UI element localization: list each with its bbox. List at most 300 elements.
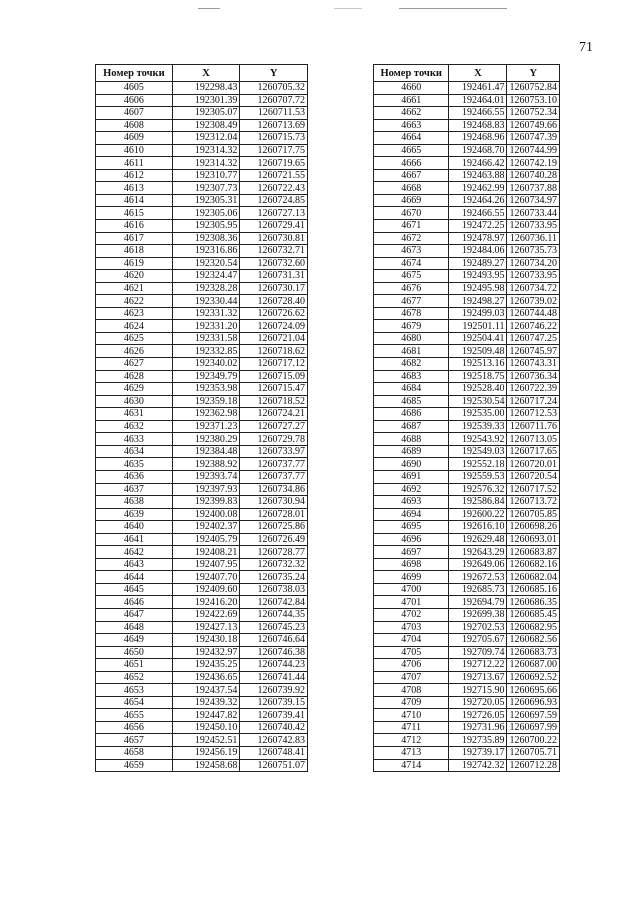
table-row xyxy=(96,734,308,747)
x-coordinate-cell: 192407.95 xyxy=(172,558,240,571)
table-row xyxy=(374,533,560,546)
table-row xyxy=(96,358,308,371)
table-row xyxy=(96,608,308,621)
y-coordinate-cell: 1260749.66 xyxy=(507,119,560,132)
x-coordinate-cell: 192307.73 xyxy=(172,182,240,195)
x-coordinate-cell: 192305.31 xyxy=(172,194,240,207)
point-number-cell: 4645 xyxy=(96,583,173,596)
y-coordinate-cell: 1260742.84 xyxy=(240,596,308,609)
point-number-cell: 4639 xyxy=(96,508,173,521)
y-coordinate-cell: 1260753.10 xyxy=(507,94,560,107)
point-number-cell: 4713 xyxy=(374,746,449,759)
point-number-cell: 4636 xyxy=(96,470,173,483)
y-coordinate-cell: 1260687.00 xyxy=(507,659,560,672)
y-coordinate-cell: 1260686.35 xyxy=(507,596,560,609)
point-number-cell: 4657 xyxy=(96,734,173,747)
table-row xyxy=(374,119,560,132)
table-row xyxy=(374,207,560,220)
table-row xyxy=(374,483,560,496)
x-coordinate-cell: 192308.36 xyxy=(172,232,240,245)
table-row xyxy=(96,320,308,333)
x-coordinate-cell: 192715.90 xyxy=(449,684,507,697)
y-coordinate-cell: 1260696.93 xyxy=(507,696,560,709)
x-coordinate-cell: 192405.79 xyxy=(172,533,240,546)
x-coordinate-cell: 192493.95 xyxy=(449,270,507,283)
x-coordinate-cell: 192384.48 xyxy=(172,445,240,458)
y-coordinate-cell: 1260728.77 xyxy=(240,546,308,559)
x-coordinate-cell: 192436.65 xyxy=(172,671,240,684)
point-number-cell: 4708 xyxy=(374,684,449,697)
table-row xyxy=(96,194,308,207)
table-header-row xyxy=(96,65,308,82)
y-coordinate-cell: 1260695.66 xyxy=(507,684,560,697)
table-row xyxy=(96,169,308,182)
table-row xyxy=(96,759,308,772)
table-row xyxy=(374,546,560,559)
x-coordinate-cell: 192535.00 xyxy=(449,408,507,421)
y-coordinate-cell: 1260730.94 xyxy=(240,496,308,509)
table-header-row xyxy=(374,65,560,82)
point-number-cell: 4689 xyxy=(374,445,449,458)
point-number-cell: 4707 xyxy=(374,671,449,684)
point-number-cell: 4653 xyxy=(96,684,173,697)
table-row xyxy=(96,696,308,709)
header-x: X xyxy=(172,65,240,82)
table-row xyxy=(96,395,308,408)
y-coordinate-cell: 1260751.07 xyxy=(240,759,308,772)
table-row xyxy=(96,370,308,383)
table-row xyxy=(374,307,560,320)
y-coordinate-cell: 1260693.01 xyxy=(507,533,560,546)
y-coordinate-cell: 1260682.56 xyxy=(507,634,560,647)
x-coordinate-cell: 192312.04 xyxy=(172,132,240,145)
y-coordinate-cell: 1260717.65 xyxy=(507,445,560,458)
x-coordinate-cell: 192504.41 xyxy=(449,332,507,345)
page-number: 71 xyxy=(579,40,593,55)
y-coordinate-cell: 1260721.04 xyxy=(240,332,308,345)
header-y: Y xyxy=(240,65,308,82)
table-row xyxy=(96,746,308,759)
y-coordinate-cell: 1260735.73 xyxy=(507,245,560,258)
table-row xyxy=(96,307,308,320)
point-number-cell: 4634 xyxy=(96,445,173,458)
x-coordinate-cell: 192530.54 xyxy=(449,395,507,408)
y-coordinate-cell: 1260725.86 xyxy=(240,521,308,534)
point-number-cell: 4681 xyxy=(374,345,449,358)
point-number-cell: 4650 xyxy=(96,646,173,659)
y-coordinate-cell: 1260683.87 xyxy=(507,546,560,559)
point-number-cell: 4685 xyxy=(374,395,449,408)
point-number-cell: 4690 xyxy=(374,458,449,471)
x-coordinate-cell: 192349.79 xyxy=(172,370,240,383)
y-coordinate-cell: 1260738.03 xyxy=(240,583,308,596)
table-row xyxy=(374,395,560,408)
x-coordinate-cell: 192314.32 xyxy=(172,144,240,157)
table-row xyxy=(374,420,560,433)
x-coordinate-cell: 192549.03 xyxy=(449,445,507,458)
point-number-cell: 4615 xyxy=(96,207,173,220)
x-coordinate-cell: 192509.48 xyxy=(449,345,507,358)
point-number-cell: 4644 xyxy=(96,571,173,584)
x-coordinate-cell: 192409.60 xyxy=(172,583,240,596)
x-coordinate-cell: 192472.25 xyxy=(449,220,507,233)
point-number-cell: 4703 xyxy=(374,621,449,634)
header-point-number: Номер точки xyxy=(374,65,449,82)
point-number-cell: 4620 xyxy=(96,270,173,283)
table-row xyxy=(374,82,560,95)
header-x: X xyxy=(449,65,507,82)
x-coordinate-cell: 192305.95 xyxy=(172,220,240,233)
y-coordinate-cell: 1260730.17 xyxy=(240,282,308,295)
table-row xyxy=(96,709,308,722)
table-row xyxy=(374,458,560,471)
y-coordinate-cell: 1260747.39 xyxy=(507,132,560,145)
x-coordinate-cell: 192466.55 xyxy=(449,207,507,220)
table-row xyxy=(96,182,308,195)
table-row xyxy=(96,270,308,283)
y-coordinate-cell: 1260742.19 xyxy=(507,157,560,170)
point-number-cell: 4682 xyxy=(374,358,449,371)
y-coordinate-cell: 1260737.77 xyxy=(240,458,308,471)
x-coordinate-cell: 192402.37 xyxy=(172,521,240,534)
scan-artifact-line xyxy=(198,8,220,9)
point-number-cell: 4705 xyxy=(374,646,449,659)
y-coordinate-cell: 1260740.28 xyxy=(507,169,560,182)
point-number-cell: 4679 xyxy=(374,320,449,333)
y-coordinate-cell: 1260705.85 xyxy=(507,508,560,521)
point-number-cell: 4709 xyxy=(374,696,449,709)
x-coordinate-cell: 192359.18 xyxy=(172,395,240,408)
table-row xyxy=(374,646,560,659)
y-coordinate-cell: 1260715.09 xyxy=(240,370,308,383)
point-number-cell: 4704 xyxy=(374,634,449,647)
y-coordinate-cell: 1260713.69 xyxy=(240,119,308,132)
x-coordinate-cell: 192456.19 xyxy=(172,746,240,759)
point-number-cell: 4617 xyxy=(96,232,173,245)
x-coordinate-cell: 192709.74 xyxy=(449,646,507,659)
scan-artifact-line xyxy=(399,8,507,9)
table-row xyxy=(374,370,560,383)
y-coordinate-cell: 1260737.77 xyxy=(240,470,308,483)
x-coordinate-cell: 192643.29 xyxy=(449,546,507,559)
point-number-cell: 4612 xyxy=(96,169,173,182)
point-number-cell: 4641 xyxy=(96,533,173,546)
x-coordinate-cell: 192388.92 xyxy=(172,458,240,471)
y-coordinate-cell: 1260752.34 xyxy=(507,107,560,120)
x-coordinate-cell: 192672.53 xyxy=(449,571,507,584)
point-number-cell: 4659 xyxy=(96,759,173,772)
y-coordinate-cell: 1260707.72 xyxy=(240,94,308,107)
x-coordinate-cell: 192464.26 xyxy=(449,194,507,207)
point-number-cell: 4678 xyxy=(374,307,449,320)
table-row xyxy=(374,270,560,283)
point-number-cell: 4622 xyxy=(96,295,173,308)
point-number-cell: 4665 xyxy=(374,144,449,157)
x-coordinate-cell: 192461.47 xyxy=(449,82,507,95)
x-coordinate-cell: 192685.73 xyxy=(449,583,507,596)
y-coordinate-cell: 1260730.81 xyxy=(240,232,308,245)
coordinates-table-left xyxy=(95,64,308,772)
y-coordinate-cell: 1260729.41 xyxy=(240,220,308,233)
x-coordinate-cell: 192518.75 xyxy=(449,370,507,383)
table-row xyxy=(96,470,308,483)
y-coordinate-cell: 1260744.23 xyxy=(240,659,308,672)
table-row xyxy=(96,496,308,509)
y-coordinate-cell: 1260728.40 xyxy=(240,295,308,308)
x-coordinate-cell: 192328.28 xyxy=(172,282,240,295)
y-coordinate-cell: 1260733.95 xyxy=(507,270,560,283)
y-coordinate-cell: 1260744.48 xyxy=(507,307,560,320)
x-coordinate-cell: 192331.32 xyxy=(172,307,240,320)
table-row xyxy=(96,634,308,647)
header-y: Y xyxy=(507,65,560,82)
table-row xyxy=(96,408,308,421)
point-number-cell: 4694 xyxy=(374,508,449,521)
y-coordinate-cell: 1260745.97 xyxy=(507,345,560,358)
x-coordinate-cell: 192720.05 xyxy=(449,696,507,709)
table-row xyxy=(96,445,308,458)
x-coordinate-cell: 192416.20 xyxy=(172,596,240,609)
table-row xyxy=(374,345,560,358)
table-row xyxy=(374,746,560,759)
y-coordinate-cell: 1260728.01 xyxy=(240,508,308,521)
x-coordinate-cell: 192301.39 xyxy=(172,94,240,107)
table-row xyxy=(374,107,560,120)
table-row xyxy=(96,458,308,471)
point-number-cell: 4630 xyxy=(96,395,173,408)
y-coordinate-cell: 1260713.72 xyxy=(507,496,560,509)
y-coordinate-cell: 1260682.04 xyxy=(507,571,560,584)
table-row xyxy=(96,132,308,145)
table-row xyxy=(374,696,560,709)
y-coordinate-cell: 1260735.24 xyxy=(240,571,308,584)
y-coordinate-cell: 1260720.01 xyxy=(507,458,560,471)
point-number-cell: 4697 xyxy=(374,546,449,559)
point-number-cell: 4658 xyxy=(96,746,173,759)
point-number-cell: 4616 xyxy=(96,220,173,233)
point-number-cell: 4701 xyxy=(374,596,449,609)
y-coordinate-cell: 1260739.15 xyxy=(240,696,308,709)
table-row xyxy=(374,94,560,107)
y-coordinate-cell: 1260726.62 xyxy=(240,307,308,320)
x-coordinate-cell: 192452.51 xyxy=(172,734,240,747)
x-coordinate-cell: 192362.98 xyxy=(172,408,240,421)
table-row xyxy=(96,571,308,584)
table-row xyxy=(374,521,560,534)
x-coordinate-cell: 192463.88 xyxy=(449,169,507,182)
y-coordinate-cell: 1260734.86 xyxy=(240,483,308,496)
x-coordinate-cell: 192543.92 xyxy=(449,433,507,446)
x-coordinate-cell: 192586.84 xyxy=(449,496,507,509)
x-coordinate-cell: 192699.38 xyxy=(449,608,507,621)
point-number-cell: 4680 xyxy=(374,332,449,345)
x-coordinate-cell: 192332.85 xyxy=(172,345,240,358)
point-number-cell: 4654 xyxy=(96,696,173,709)
x-coordinate-cell: 192489.27 xyxy=(449,257,507,270)
table-row xyxy=(374,659,560,672)
point-number-cell: 4671 xyxy=(374,220,449,233)
y-coordinate-cell: 1260734.97 xyxy=(507,194,560,207)
point-number-cell: 4700 xyxy=(374,583,449,596)
point-number-cell: 4683 xyxy=(374,370,449,383)
y-coordinate-cell: 1260742.83 xyxy=(240,734,308,747)
y-coordinate-cell: 1260740.42 xyxy=(240,721,308,734)
point-number-cell: 4628 xyxy=(96,370,173,383)
point-number-cell: 4607 xyxy=(96,107,173,120)
point-number-cell: 4673 xyxy=(374,245,449,258)
table-row xyxy=(96,107,308,120)
x-coordinate-cell: 192399.83 xyxy=(172,496,240,509)
x-coordinate-cell: 192305.07 xyxy=(172,107,240,120)
point-number-cell: 4686 xyxy=(374,408,449,421)
x-coordinate-cell: 192314.32 xyxy=(172,157,240,170)
y-coordinate-cell: 1260739.92 xyxy=(240,684,308,697)
table-row xyxy=(96,671,308,684)
x-coordinate-cell: 192458.68 xyxy=(172,759,240,772)
table-row xyxy=(374,245,560,258)
x-coordinate-cell: 192316.86 xyxy=(172,245,240,258)
table-row xyxy=(96,332,308,345)
x-coordinate-cell: 192731.96 xyxy=(449,721,507,734)
x-coordinate-cell: 192435.25 xyxy=(172,659,240,672)
header-point-number: Номер точки xyxy=(96,65,173,82)
table-row xyxy=(96,119,308,132)
x-coordinate-cell: 192528.40 xyxy=(449,383,507,396)
y-coordinate-cell: 1260727.13 xyxy=(240,207,308,220)
table-row xyxy=(96,383,308,396)
table-row xyxy=(96,345,308,358)
x-coordinate-cell: 192330.44 xyxy=(172,295,240,308)
point-number-cell: 4661 xyxy=(374,94,449,107)
table-row xyxy=(96,508,308,521)
x-coordinate-cell: 192310.77 xyxy=(172,169,240,182)
table-row xyxy=(374,144,560,157)
point-number-cell: 4624 xyxy=(96,320,173,333)
x-coordinate-cell: 192498.27 xyxy=(449,295,507,308)
y-coordinate-cell: 1260743.31 xyxy=(507,358,560,371)
table-row xyxy=(374,358,560,371)
point-number-cell: 4625 xyxy=(96,332,173,345)
y-coordinate-cell: 1260737.88 xyxy=(507,182,560,195)
x-coordinate-cell: 192397.93 xyxy=(172,483,240,496)
point-number-cell: 4610 xyxy=(96,144,173,157)
y-coordinate-cell: 1260724.85 xyxy=(240,194,308,207)
y-coordinate-cell: 1260736.11 xyxy=(507,232,560,245)
y-coordinate-cell: 1260727.27 xyxy=(240,420,308,433)
table-row xyxy=(374,571,560,584)
x-coordinate-cell: 192324.47 xyxy=(172,270,240,283)
y-coordinate-cell: 1260739.02 xyxy=(507,295,560,308)
y-coordinate-cell: 1260729.78 xyxy=(240,433,308,446)
y-coordinate-cell: 1260713.05 xyxy=(507,433,560,446)
y-coordinate-cell: 1260712.53 xyxy=(507,408,560,421)
table-row xyxy=(374,709,560,722)
point-number-cell: 4670 xyxy=(374,207,449,220)
x-coordinate-cell: 192539.33 xyxy=(449,420,507,433)
x-coordinate-cell: 192702.53 xyxy=(449,621,507,634)
x-coordinate-cell: 192649.06 xyxy=(449,558,507,571)
y-coordinate-cell: 1260698.26 xyxy=(507,521,560,534)
table-row xyxy=(96,144,308,157)
table-row xyxy=(96,232,308,245)
table-row xyxy=(374,157,560,170)
table-row xyxy=(374,232,560,245)
y-coordinate-cell: 1260744.35 xyxy=(240,608,308,621)
table-row xyxy=(374,634,560,647)
y-coordinate-cell: 1260712.28 xyxy=(507,759,560,772)
point-number-cell: 4613 xyxy=(96,182,173,195)
point-number-cell: 4667 xyxy=(374,169,449,182)
table-row xyxy=(96,721,308,734)
table-row xyxy=(96,684,308,697)
table-row xyxy=(96,621,308,634)
y-coordinate-cell: 1260717.12 xyxy=(240,358,308,371)
point-number-cell: 4706 xyxy=(374,659,449,672)
point-number-cell: 4647 xyxy=(96,608,173,621)
point-number-cell: 4651 xyxy=(96,659,173,672)
point-number-cell: 4656 xyxy=(96,721,173,734)
table-row xyxy=(374,332,560,345)
x-coordinate-cell: 192576.32 xyxy=(449,483,507,496)
table-row xyxy=(96,295,308,308)
x-coordinate-cell: 192430.18 xyxy=(172,634,240,647)
point-number-cell: 4702 xyxy=(374,608,449,621)
x-coordinate-cell: 192462.99 xyxy=(449,182,507,195)
coordinates-table-right xyxy=(373,64,560,772)
point-number-cell: 4677 xyxy=(374,295,449,308)
table-row xyxy=(374,621,560,634)
x-coordinate-cell: 192427.13 xyxy=(172,621,240,634)
y-coordinate-cell: 1260715.73 xyxy=(240,132,308,145)
y-coordinate-cell: 1260746.22 xyxy=(507,320,560,333)
y-coordinate-cell: 1260733.97 xyxy=(240,445,308,458)
x-coordinate-cell: 192713.67 xyxy=(449,671,507,684)
table-row xyxy=(374,182,560,195)
point-number-cell: 4609 xyxy=(96,132,173,145)
x-coordinate-cell: 192400.08 xyxy=(172,508,240,521)
y-coordinate-cell: 1260697.99 xyxy=(507,721,560,734)
table-row xyxy=(374,194,560,207)
point-number-cell: 4674 xyxy=(374,257,449,270)
table-row xyxy=(96,207,308,220)
point-number-cell: 4672 xyxy=(374,232,449,245)
y-coordinate-cell: 1260683.73 xyxy=(507,646,560,659)
point-number-cell: 4663 xyxy=(374,119,449,132)
y-coordinate-cell: 1260733.95 xyxy=(507,220,560,233)
table-row xyxy=(374,470,560,483)
table-row xyxy=(374,257,560,270)
table-row xyxy=(96,433,308,446)
table-row xyxy=(96,546,308,559)
point-number-cell: 4649 xyxy=(96,634,173,647)
y-coordinate-cell: 1260692.52 xyxy=(507,671,560,684)
point-number-cell: 4666 xyxy=(374,157,449,170)
table-row xyxy=(96,583,308,596)
table-row xyxy=(374,759,560,772)
y-coordinate-cell: 1260748.41 xyxy=(240,746,308,759)
table-row xyxy=(374,721,560,734)
table-row xyxy=(96,646,308,659)
x-coordinate-cell: 192320.54 xyxy=(172,257,240,270)
point-number-cell: 4695 xyxy=(374,521,449,534)
point-number-cell: 4605 xyxy=(96,82,173,95)
table-row xyxy=(374,684,560,697)
x-coordinate-cell: 192305.06 xyxy=(172,207,240,220)
x-coordinate-cell: 192600.22 xyxy=(449,508,507,521)
y-coordinate-cell: 1260733.44 xyxy=(507,207,560,220)
x-coordinate-cell: 192742.32 xyxy=(449,759,507,772)
point-number-cell: 4629 xyxy=(96,383,173,396)
